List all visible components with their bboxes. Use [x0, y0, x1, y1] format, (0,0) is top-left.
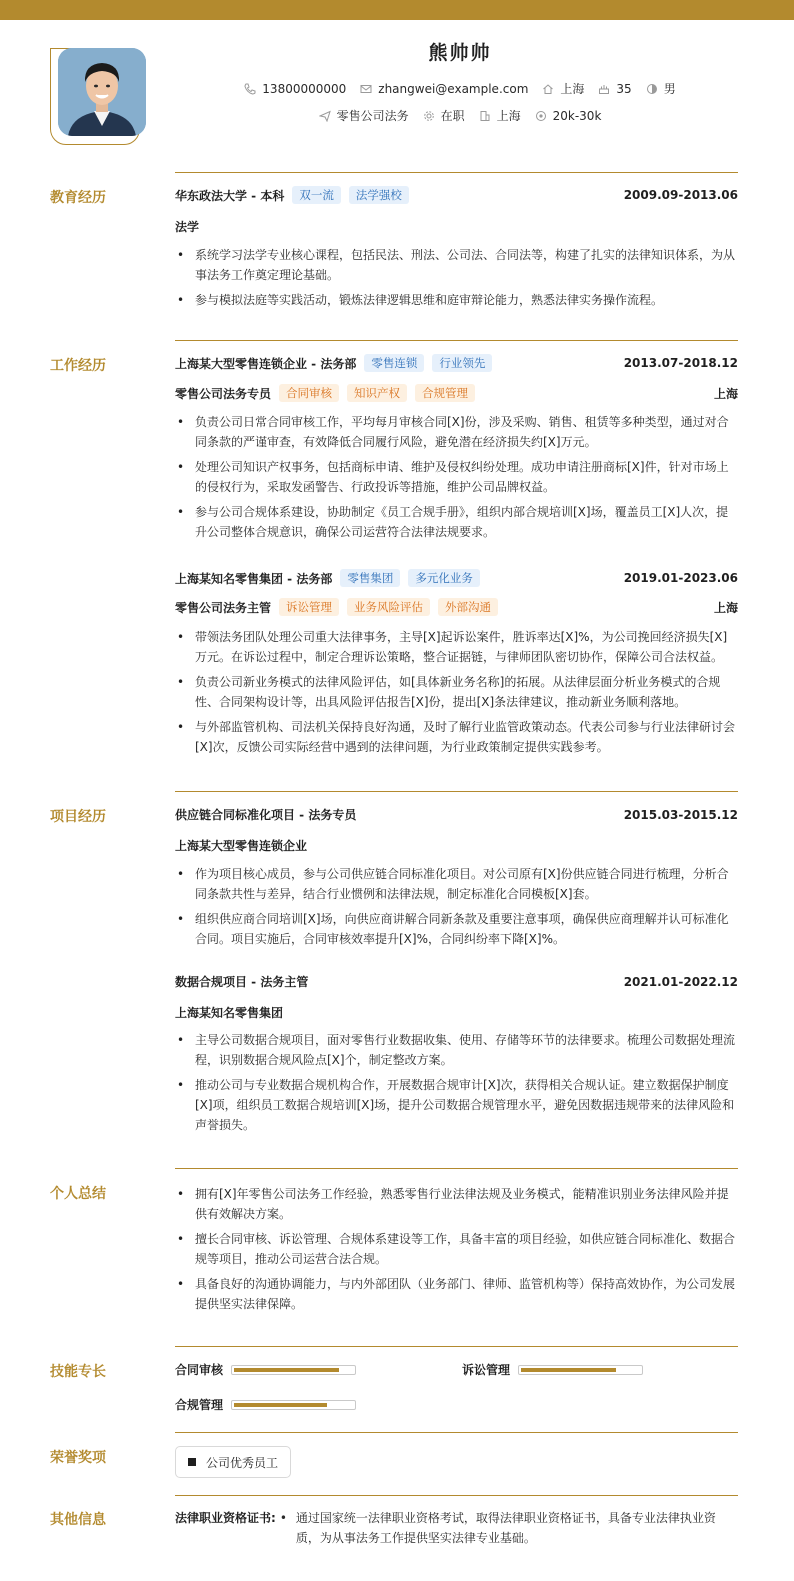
- position-row: [175, 384, 738, 402]
- email-item: [360, 82, 528, 96]
- list-item: • 负责公司新业务模式的法律风险评估，如[具体新业务名称]的拓展。从法律层面分析业务模式的合规性、合同架构设计等，出具风险评估报告[X]份，提出[X]条法律建议，推动新业务顺利落地。: [175, 672, 738, 712]
- project-header: [175, 806, 738, 823]
- status-value: 在职: [440, 109, 465, 123]
- phone-value: 13800000000: [262, 81, 347, 96]
- company-tag: 零售连锁: [364, 354, 424, 372]
- building-icon: [479, 110, 491, 122]
- list-item: • 组织供应商合同培训[X]场，向供应商讲解合同新条款及重要注意事项，确保供应商理解并认可标准化合同。项目实施后，合同审核效率提升[X]%，合同纠纷率下降[X]%。: [175, 909, 738, 949]
- project-org: 上海某大型零售连锁企业: [175, 839, 308, 853]
- job-header: [175, 354, 738, 372]
- phone-item: [244, 82, 346, 96]
- contact-row: [180, 80, 740, 97]
- salary-value: 20k-30k: [552, 108, 602, 123]
- mail-icon: [360, 83, 372, 95]
- gender-item: [646, 80, 676, 97]
- position-title: 零售公司法务主管: [175, 600, 272, 615]
- projects-divider: [175, 791, 738, 792]
- summary-section-title: 个人总结: [50, 1186, 106, 1202]
- skill-name: 合同审核: [175, 1363, 224, 1377]
- company-tag: 行业领先: [432, 354, 492, 372]
- job-city: 上海: [713, 386, 738, 401]
- education-date: 2009.09-2013.06: [623, 188, 738, 202]
- work-section-title: 工作经历: [50, 358, 106, 374]
- list-item: • 与外部监管机构、司法机关保持良好沟通，及时了解行业监管政策动态。代表公司参与行业法律研讨会[X]次，反馈公司实际经营中遇到的法律问题，为行业政策制定提供实践参考。: [175, 717, 738, 757]
- home-icon: [542, 83, 554, 95]
- job-intent-row: [180, 107, 740, 124]
- job-date: 2019.01-2023.06: [623, 571, 738, 585]
- list-item: • 负责公司日常合同审核工作，平均每月审核合同[X]份，涉及采购、销售、租赁等多种类型，通过对合同条款的严谨审查，有效降低合同履行风险，避免潜在经济损失约[X]万元。: [175, 412, 738, 452]
- skill-tag: 诉讼管理: [279, 598, 339, 616]
- job-city: 上海: [713, 600, 738, 615]
- avatar: [58, 48, 146, 136]
- avatar-portrait: [58, 48, 146, 136]
- project-bullets: [175, 864, 738, 954]
- project-org: 上海某知名零售集团: [175, 1006, 284, 1020]
- project-bullets: [175, 1030, 738, 1140]
- skill-bar-fill: [234, 1368, 339, 1372]
- list-item: • 推动公司与专业数据合规机构合作，开展数据合规审计[X]次，获得相关合规认证。建立数据保护制度[X]项，组织员工数据合规培训[X]场，提升公司数据合规管理水平，避免因数据违规带来的法律风险和声誉损失。: [175, 1075, 738, 1135]
- position-row: [175, 598, 738, 616]
- list-item: • 系统学习法学专业核心课程，包括民法、刑法、公司法、合同法等，构建了扎实的法律知识体系，为从事法务工作奠定理论基础。: [175, 245, 738, 285]
- other-info: [175, 1508, 738, 1548]
- job-header: [175, 569, 738, 587]
- salary-item: [535, 109, 602, 123]
- company-tag: 多元化业务: [408, 569, 480, 587]
- project-header: [175, 973, 738, 990]
- project-date: 2021.01-2022.12: [623, 974, 738, 989]
- school-tag: 双一流: [292, 186, 341, 204]
- school-name: 华东政法大学 - 本科: [175, 188, 285, 203]
- send-icon: [319, 110, 331, 122]
- education-bullets: [175, 245, 738, 315]
- job-bullets: [175, 627, 738, 762]
- summary-divider: [175, 1168, 738, 1169]
- summary-bullets: [175, 1184, 738, 1319]
- list-item: • 拥有[X]年零售公司法务工作经验，熟悉零售行业法律法规及业务模式，能精准识别业务法律风险并提供有效解决方案。: [175, 1184, 738, 1224]
- other-divider: [175, 1495, 738, 1496]
- list-item: • 参与模拟法庭等实践活动，锻炼法律逻辑思维和庭审辩论能力，熟悉法律实务操作流程。: [175, 290, 738, 310]
- projects-section-title: 项目经历: [50, 809, 106, 825]
- skill-name: 诉讼管理: [462, 1363, 511, 1377]
- list-item: • 主导公司数据合规项目，面对零售行业数据收集、使用、存储等环节的法律要求。梳理公司数据处理流程，识别数据合规风险点[X]个，制定整改方案。: [175, 1030, 738, 1070]
- list-item: • 带领法务团队处理公司重大法律事务，主导[X]起诉讼案件，胜诉率达[X]%，为公司挽回经济损失[X]万元。在诉讼过程中，制定合理诉讼策略，整合证据链，与律师团队密切协作，保障公司合法权益。: [175, 627, 738, 667]
- major: 法学: [175, 220, 200, 234]
- project-name: 供应链合同标准化项目 - 法务专员: [175, 808, 357, 822]
- other-bullets: [276, 1508, 738, 1548]
- job-target-value: 零售公司法务: [336, 109, 409, 123]
- skill-bar: [518, 1365, 643, 1375]
- cake-icon: [598, 83, 610, 95]
- position-title: 零售公司法务专员: [175, 386, 272, 401]
- project-name: 数据合规项目 - 法务主管: [175, 975, 309, 989]
- list-item: • 通过国家统一法律职业资格考试，取得法律职业资格证书，具备专业法律执业资质，为从事法务工作提供坚实法律专业基础。: [276, 1508, 738, 1548]
- honors-divider: [175, 1432, 738, 1433]
- age-item: [598, 82, 631, 96]
- company-tag: 零售集团: [340, 569, 400, 587]
- skill-bar: [231, 1400, 356, 1410]
- education-divider: [175, 172, 738, 173]
- company-name: 上海某知名零售集团 - 法务部: [175, 571, 333, 586]
- other-section-title: 其他信息: [50, 1512, 106, 1528]
- gear-icon: [423, 110, 435, 122]
- candidate-name: 熊帅帅: [428, 42, 492, 64]
- target-city-item: [479, 107, 521, 124]
- education-section-title: 教育经历: [50, 190, 106, 206]
- gender-icon: [646, 83, 658, 95]
- square-bullet-icon: [188, 1458, 196, 1466]
- honors-section-title: 荣誉奖项: [50, 1450, 106, 1466]
- target-city-value: 上海: [496, 109, 521, 123]
- skills-divider: [175, 1346, 738, 1347]
- job-target-item: [319, 107, 409, 124]
- phone-icon: [244, 83, 256, 95]
- award-name: 公司优秀员工: [206, 1455, 279, 1470]
- work-divider: [175, 340, 738, 341]
- skill-name: 合规管理: [175, 1398, 224, 1412]
- skills-section-title: 技能专长: [50, 1364, 106, 1380]
- skill-bar-fill: [521, 1368, 616, 1372]
- skill-item: [175, 1396, 356, 1413]
- project-date: 2015.03-2015.12: [623, 807, 738, 822]
- gender-value: 男: [663, 82, 676, 96]
- skill-tag: 知识产权: [347, 384, 407, 402]
- skill-tag: 合同审核: [279, 384, 339, 402]
- skill-bar: [231, 1365, 356, 1375]
- list-item: • 擅长合同审核、诉讼管理、合规体系建设等工作，具备丰富的项目经验，如供应链合同标准化、数据合规等项目，推动公司运营合法合规。: [175, 1229, 738, 1269]
- skill-item: [175, 1361, 356, 1378]
- email-value: zhangwei@example.com: [378, 81, 529, 96]
- job-date: 2013.07-2018.12: [623, 356, 738, 370]
- education-header: [175, 186, 738, 204]
- location-item: [542, 80, 584, 97]
- age-value: 35: [616, 81, 632, 96]
- list-item: • 处理公司知识产权事务，包括商标申请、维护及侵权纠纷处理。成功申请注册商标[X]件，针对市场上的侵权行为，采取发函警告、行政投诉等措施，维护公司品牌权益。: [175, 457, 738, 497]
- skill-item: [462, 1361, 643, 1378]
- skill-tag: 业务风险评估: [347, 598, 430, 616]
- job-bullets: [175, 412, 738, 547]
- certificate-label: 法律职业资格证书:: [175, 1511, 276, 1525]
- top-accent-bar: [0, 0, 794, 20]
- school-tag: 法学强校: [349, 186, 409, 204]
- location-value: 上海: [560, 82, 585, 96]
- coin-icon: [535, 110, 547, 122]
- skill-bar-fill: [234, 1403, 327, 1407]
- list-item: • 参与公司合规体系建设，协助制定《员工合规手册》，组织内部合规培训[X]场，覆盖员工[X]人次，提升公司整体合规意识，确保公司运营符合法律法规要求。: [175, 502, 738, 542]
- status-item: [423, 107, 465, 124]
- award-badge: [175, 1446, 291, 1478]
- skill-tag: 外部沟通: [438, 598, 498, 616]
- list-item: • 具备良好的沟通协调能力，与内外部团队（业务部门、律师、监管机构等）保持高效协作，为公司发展提供坚实法律保障。: [175, 1274, 738, 1314]
- skill-tag: 合规管理: [415, 384, 475, 402]
- company-name: 上海某大型零售连锁企业 - 法务部: [175, 356, 357, 371]
- list-item: • 作为项目核心成员，参与公司供应链合同标准化项目。对公司原有[X]份供应链合同进行梳理，分析合同条款共性与差异，结合行业惯例和法律法规，制定标准化合同模板[X]套。: [175, 864, 738, 904]
